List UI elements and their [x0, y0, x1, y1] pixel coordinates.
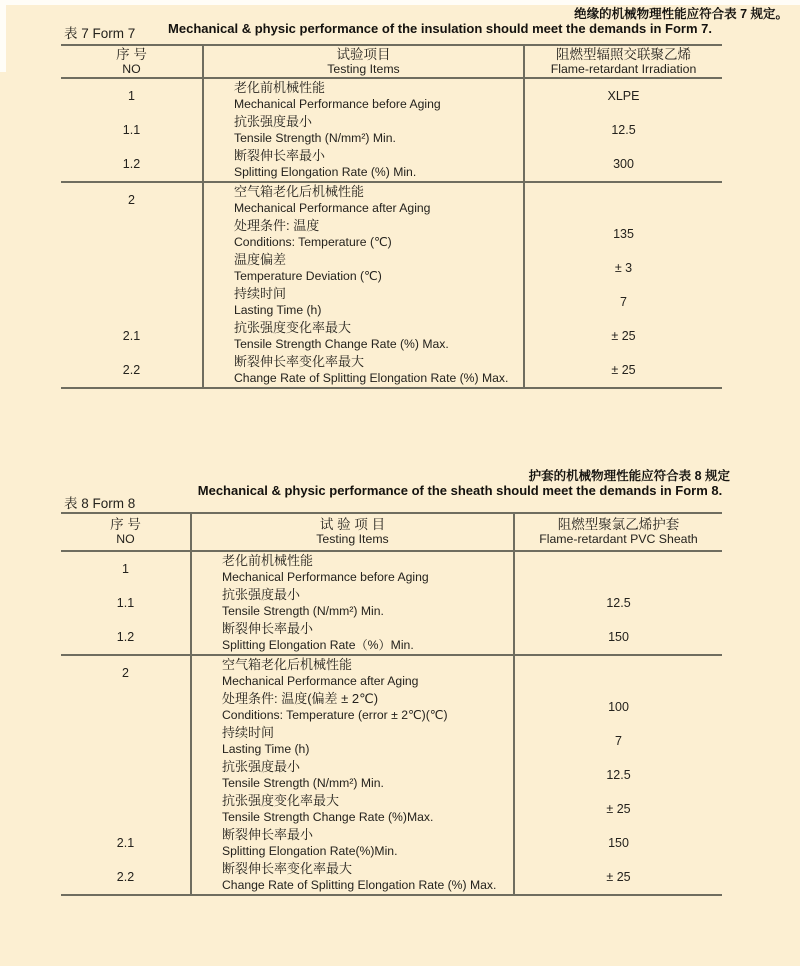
row-item-zh: 断裂伸长率最小 — [222, 621, 314, 636]
form8-header-material-en: Flame-retardant PVC Sheath — [539, 532, 698, 546]
form7-note: 绝缘的机械物理性能应符合表 7 规定。 — [574, 7, 788, 21]
form7-header-items — [202, 46, 523, 77]
row-value: 135 — [523, 217, 722, 251]
row-no: 2 — [128, 193, 135, 207]
row-value: 150 — [513, 620, 722, 654]
row-item-zh: 持续时间 — [234, 286, 287, 301]
row-item-en: Tensile Strength (N/mm²) Min. — [222, 776, 384, 790]
row-item-en: Tensile Strength (N/mm²) Min. — [222, 604, 384, 618]
row-item-zh: 抗张强度变化率最大 — [222, 793, 340, 808]
form8-note: 护套的机械物理性能应符合表 8 规定 — [528, 469, 730, 483]
form8-header-items — [190, 514, 513, 550]
row-no: 2.2 — [116, 870, 135, 884]
form7-header-no — [61, 46, 202, 77]
row-item — [190, 792, 513, 826]
row-no — [61, 724, 190, 758]
row-item-zh: 持续时间 — [222, 725, 275, 740]
form8-caption: 表 8 Form 8 — [64, 496, 136, 511]
row-item-en: Tensile Strength Change Rate (%)Max. — [222, 810, 434, 824]
form7-section-before-aging — [61, 79, 722, 183]
row-item-en: Mechanical Performance before Aging — [222, 570, 429, 584]
row-item — [190, 860, 513, 894]
table-row — [61, 319, 722, 353]
row-item-en: Lasting Time (h) — [222, 742, 310, 756]
form7-section-after-aging — [61, 183, 722, 389]
row-item-en: Tensile Strength (N/mm²) Min. — [234, 131, 396, 145]
table-row — [61, 826, 722, 860]
row-item-en: Splitting Elongation Rate (%) Min. — [234, 165, 417, 179]
row-value: 12.5 — [513, 586, 722, 620]
table-row — [61, 552, 722, 586]
table-row — [61, 620, 722, 654]
row-no: 1.2 — [116, 630, 135, 644]
row-value: 7 — [513, 724, 722, 758]
form8-table-header — [61, 514, 722, 552]
form8-header-no-en: NO — [116, 532, 135, 546]
row-item-en: Mechanical Performance after Aging — [234, 201, 431, 215]
form7-caption: 表 7 Form 7 — [64, 26, 136, 41]
row-no — [61, 285, 202, 319]
row-item — [202, 113, 523, 147]
row-no: 1.2 — [122, 157, 141, 171]
row-value: 12.5 — [523, 113, 722, 147]
row-item-en: Lasting Time (h) — [234, 303, 322, 317]
row-item-zh: 断裂伸长率变化率最大 — [222, 861, 353, 876]
form8-header-no-zh: 序 号 — [110, 517, 141, 532]
row-item-zh: 处理条件: 温度(偏差 ± 2℃) — [222, 691, 379, 706]
row-no — [61, 217, 202, 251]
table-row — [61, 353, 722, 387]
form8-table — [61, 512, 722, 896]
row-no — [61, 690, 190, 724]
table-row — [61, 586, 722, 620]
row-item-zh: 空气箱老化后机械性能 — [222, 657, 353, 672]
row-item — [190, 758, 513, 792]
table-row — [61, 183, 722, 217]
form7-table-header — [61, 46, 722, 79]
form7-title: Mechanical & physic performance of the insulation should meet the demands in Form 7. — [168, 21, 712, 36]
row-no: 1.1 — [122, 123, 141, 137]
row-item — [202, 183, 523, 217]
row-item-en: Mechanical Performance after Aging — [222, 674, 419, 688]
row-item-zh: 抗张强度变化率最大 — [234, 320, 352, 335]
row-value: 300 — [523, 147, 722, 181]
table-row — [61, 251, 722, 285]
row-value: ± 25 — [523, 353, 722, 387]
row-item-en: Splitting Elongation Rate(%)Min. — [222, 844, 398, 858]
row-no — [61, 758, 190, 792]
row-item — [202, 285, 523, 319]
row-no: 1.1 — [116, 596, 135, 610]
row-item-en: Mechanical Performance before Aging — [234, 97, 441, 111]
form8-header-items-zh: 试 验 项 目 — [319, 517, 386, 532]
scan-edge-left — [0, 0, 6, 72]
row-item-zh: 抗张强度最小 — [222, 587, 301, 602]
row-item-en: Splitting Elongation Rate（%）Min. — [222, 638, 414, 652]
row-value: ± 25 — [513, 860, 722, 894]
row-value — [513, 656, 722, 690]
table-row — [61, 690, 722, 724]
table-row — [61, 217, 722, 251]
row-item-en: Conditions: Temperature (℃) — [234, 235, 392, 249]
row-item — [202, 147, 523, 181]
row-value: XLPE — [523, 79, 722, 113]
row-item — [202, 251, 523, 285]
row-item — [190, 552, 513, 586]
row-value: ± 3 — [523, 251, 722, 285]
row-item-zh: 老化前机械性能 — [222, 553, 314, 568]
table-row — [61, 860, 722, 894]
row-no: 1 — [122, 562, 129, 576]
form8-header-no — [61, 514, 190, 550]
form8-title: Mechanical & physic performance of the sheath should meet the demands in Form 8. — [197, 483, 723, 498]
row-value — [513, 552, 722, 586]
table-row — [61, 656, 722, 690]
row-no: 2 — [122, 666, 129, 680]
row-item — [202, 79, 523, 113]
form7-table — [61, 44, 722, 389]
row-value: ± 25 — [523, 319, 722, 353]
row-item — [190, 620, 513, 654]
row-item-zh: 断裂伸长率变化率最大 — [234, 354, 365, 369]
row-no: 2.1 — [122, 329, 141, 343]
form7-header-no-en: NO — [122, 61, 141, 76]
row-item — [202, 353, 523, 387]
row-item — [190, 724, 513, 758]
row-item-zh: 抗张强度最小 — [222, 759, 301, 774]
row-item-en: Change Rate of Splitting Elongation Rate (%) Max. — [222, 878, 497, 892]
table-row — [61, 758, 722, 792]
form7-header-material-en: Flame-retardant Irradiation — [550, 61, 697, 76]
row-no — [61, 792, 190, 826]
form7-header-items-en: Testing Items — [327, 61, 400, 76]
form7-header-material — [523, 46, 722, 77]
row-no: 2.2 — [122, 363, 141, 377]
row-item — [202, 217, 523, 251]
row-no: 1 — [128, 89, 135, 103]
row-item-en: Change Rate of Splitting Elongation Rate (%) Max. — [234, 371, 509, 385]
row-no: 2.1 — [116, 836, 135, 850]
row-item-en: Temperature Deviation (℃) — [234, 269, 382, 283]
table-row — [61, 285, 722, 319]
table-row — [61, 792, 722, 826]
form8-header-material-zh: 阻燃型聚氯乙烯护套 — [557, 517, 680, 532]
row-item-zh: 温度偏差 — [234, 252, 287, 267]
table-row — [61, 79, 722, 113]
form7-header-material-zh: 阻燃型辐照交联聚乙烯 — [556, 46, 691, 62]
row-value: 12.5 — [513, 758, 722, 792]
row-item — [190, 690, 513, 724]
row-value — [523, 183, 722, 217]
row-no — [61, 251, 202, 285]
row-item-en: Tensile Strength Change Rate (%) Max. — [234, 337, 449, 351]
row-item-zh: 老化前机械性能 — [234, 80, 326, 95]
form8-header-items-en: Testing Items — [316, 532, 389, 546]
row-item-zh: 抗张强度最小 — [234, 114, 313, 129]
row-item — [190, 826, 513, 860]
row-item-zh: 断裂伸长率最小 — [222, 827, 314, 842]
row-item — [190, 656, 513, 690]
table-row — [61, 147, 722, 181]
row-item-zh: 空气箱老化后机械性能 — [234, 184, 365, 199]
row-item-zh: 处理条件: 温度 — [234, 218, 320, 233]
table-row — [61, 724, 722, 758]
row-item-en: Conditions: Temperature (error ± 2℃)(℃) — [222, 708, 448, 722]
row-item — [190, 586, 513, 620]
form7-header-items-zh: 试验项目 — [336, 46, 391, 62]
row-item-zh: 断裂伸长率最小 — [234, 148, 326, 163]
table-row — [61, 113, 722, 147]
row-value: 150 — [513, 826, 722, 860]
form8-section-after-aging — [61, 656, 722, 896]
form8-header-material — [513, 514, 722, 550]
form8-section-before-aging — [61, 552, 722, 656]
row-value: 100 — [513, 690, 722, 724]
form7-header-no-zh: 序 号 — [116, 46, 147, 62]
row-value: ± 25 — [513, 792, 722, 826]
row-value: 7 — [523, 285, 722, 319]
row-item — [202, 319, 523, 353]
